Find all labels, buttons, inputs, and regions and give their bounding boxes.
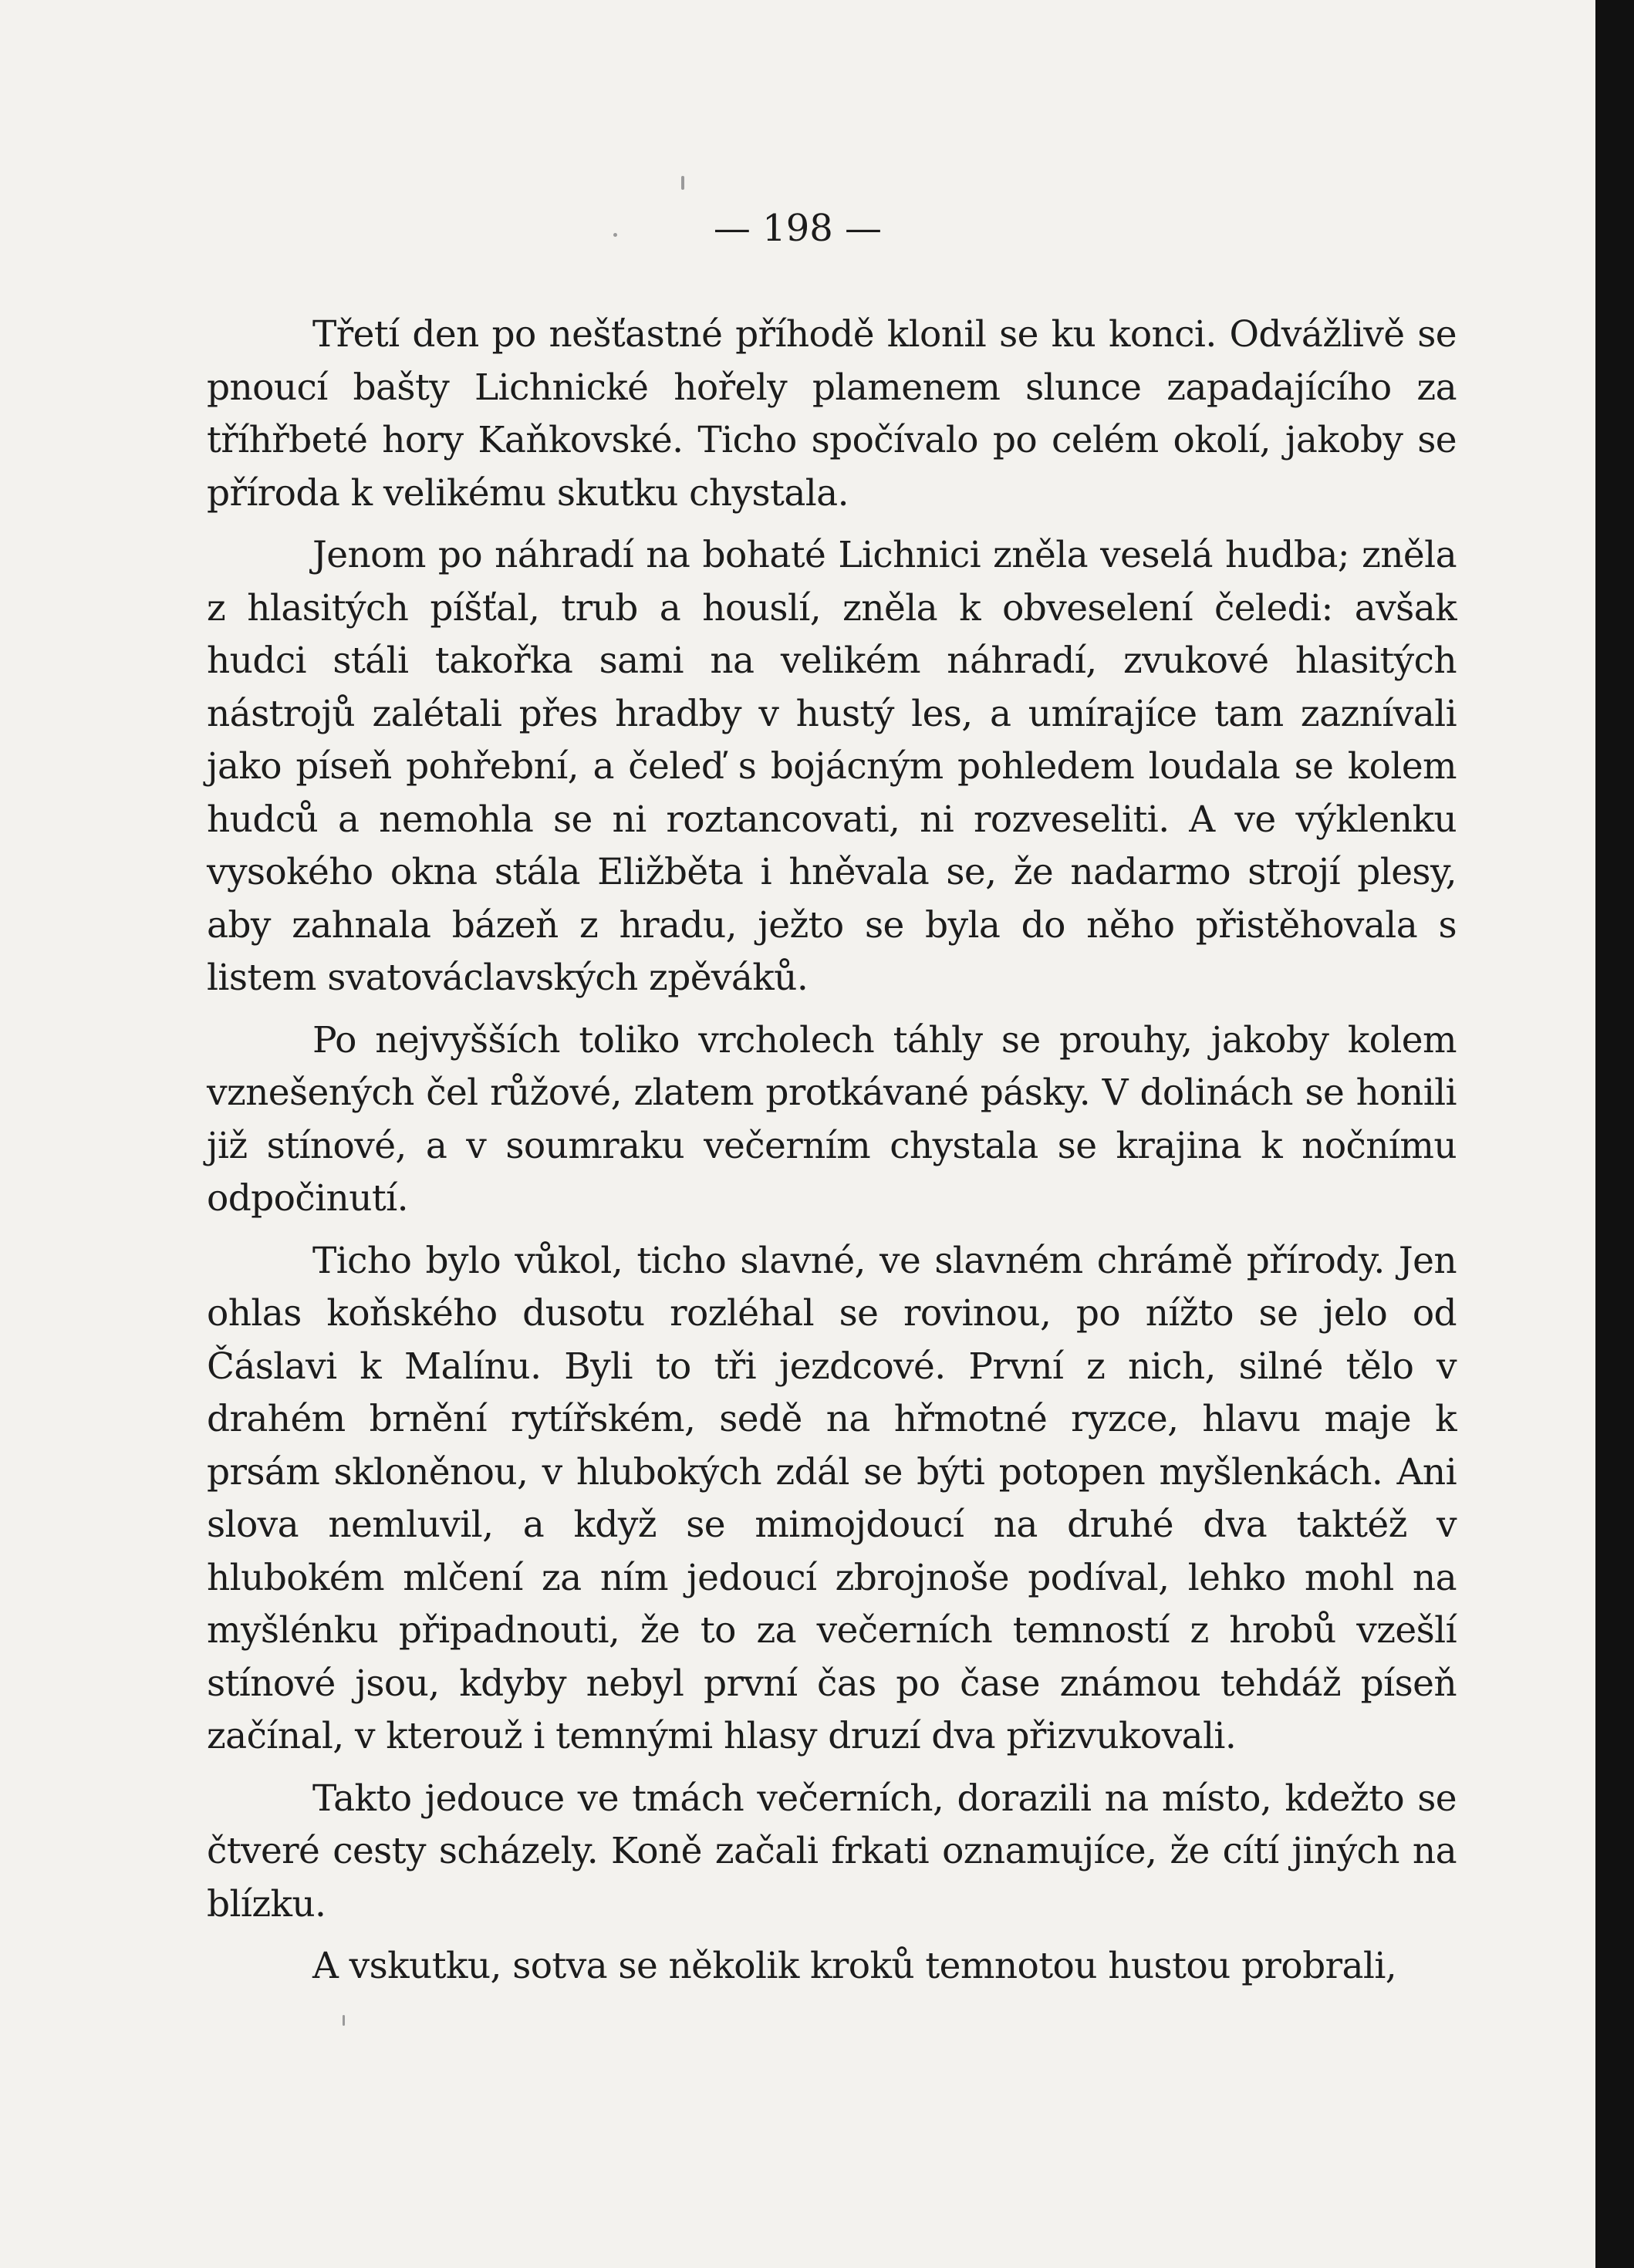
- paragraph: Jenom po náhradí na bohaté Lichnici zněla veselá hudba; zněla z hlasitých píšťal, trub a houslí, zněla k obveselení čeledi: avšak hudci stáli takořka sami na velikém náhradí, zvukové hlasitých nástrojů zalétali přes hradby v hustý les, a umírajíce tam zaznívali jako píseň pohřební, a čeleď s bojácným pohledem loudala se kolem hudců a nemohla se ni roztancovati, ni rozveseliti. A ve výklenku vysokého okna stála Eližběta i hněvala se, že nadarmo strojí plesy, aby zahnala bázeň z hradu, ježto se byla do něho přistěhovala s listem svatováclavských zpěváků.: [207, 534, 1457, 999]
- paragraph: Takto jedouce ve tmách večerních, dorazili na místo, kdežto se čtveré cesty scházely. Koně začali frkati oznamujíce, že cítí jiných na blízku.: [207, 1777, 1457, 1925]
- page-number: — 198 —: [713, 207, 883, 250]
- scan-edge: [1595, 0, 1634, 2268]
- paper-speck: [681, 176, 684, 190]
- paragraph: A vskutku, sotva se několik kroků temnotou hustou probrali,: [312, 1945, 1397, 1987]
- paragraph: Ticho bylo vůkol, ticho slavné, ve slavném chrámě přírody. Jen ohlas koňského dusotu rozléhal se rovinou, po nížto se jelo od Čáslavi k Malínu. Byli to tři jezdcové. První z nich, silné tělo v drahém brnění rytířském, sedě na hřmotné ryzce, hlavu maje k prsám skloněnou, v hlubokých zdál se býti potopen myšlenkách. Ani slova nemluvil, a když se mimojdoucí na druhé dva taktéž v hlubokém mlčení za ním jedoucí zbrojnoše podíval, lehko mohl na myšlénku připadnouti, že to za večerních temností z hrobů vzešlí stínové jsou, kdyby nebyl první čas po čase známou tehdáž píseň začínal, v kterouž i temnými hlasy druzí dva přizvukovali.: [207, 1239, 1457, 1757]
- paper-speck: [343, 2015, 345, 2026]
- body-text: [207, 309, 1457, 1993]
- paragraph: Třetí den po nešťastné příhodě klonil se ku konci. Odvážlivě se pnoucí bašty Lichnické hořely plamenem slunce zapadajícího za tříhřbeté hory Kaňkovské. Ticho spočívalo po celém okolí, jakoby se příroda k velikému skutku chystala.: [207, 313, 1457, 515]
- paragraph: Po nejvyšších toliko vrcholech táhly se prouhy, jakoby kolem vznešených čel růžové, zlatem protkávané pásky. V dolinách se honili již stínové, a v soumraku večerním chystala se krajina k nočnímu odpočinutí.: [207, 1018, 1457, 1220]
